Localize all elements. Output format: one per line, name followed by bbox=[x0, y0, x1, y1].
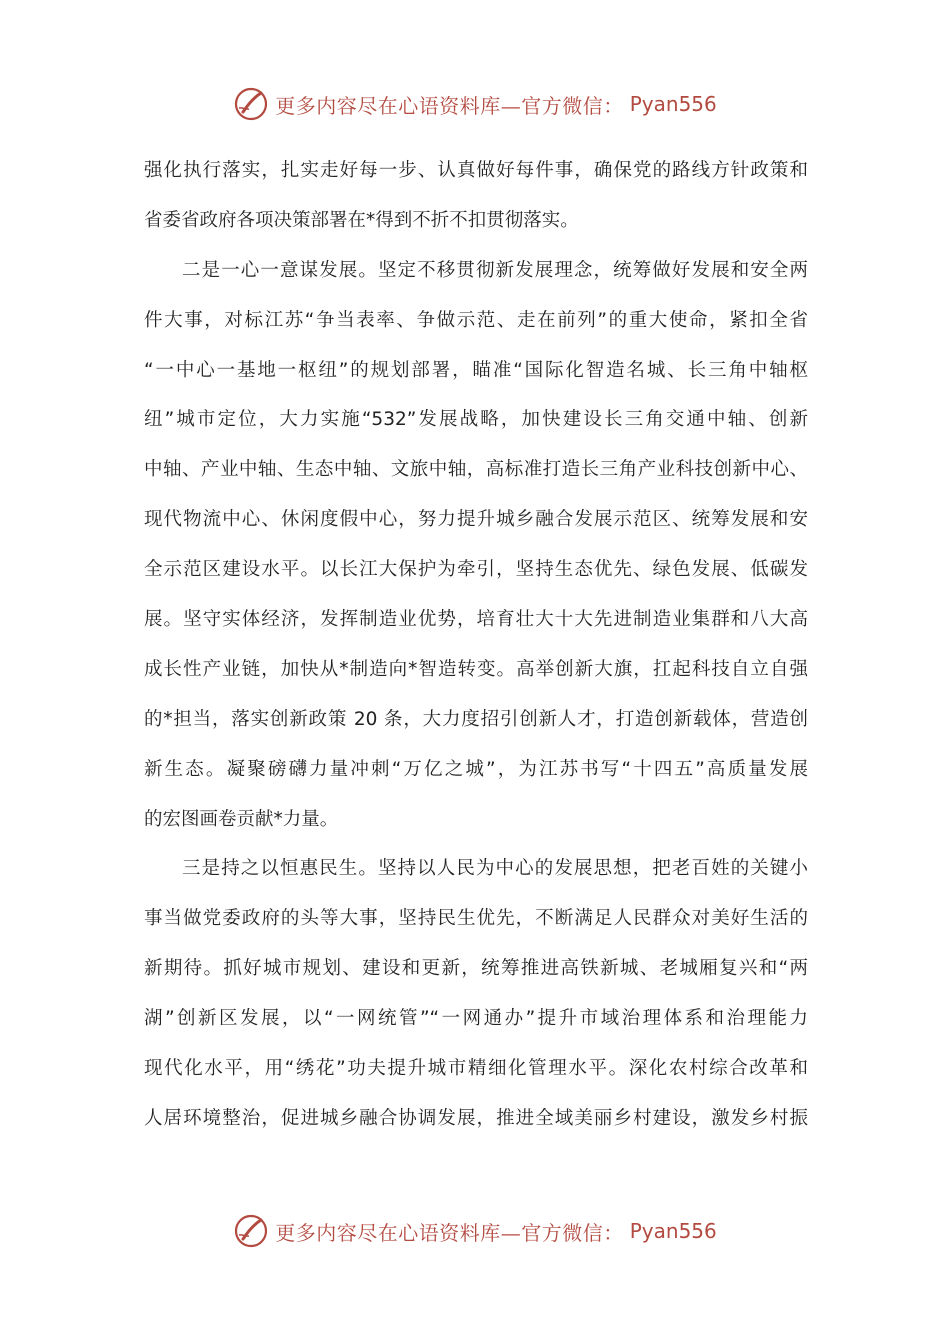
paragraph-line: 现代物流中心、休闲度假中心，努力提升城乡融合发展示范区、统筹发展和安 bbox=[144, 509, 808, 531]
pen-seal-icon bbox=[233, 86, 269, 122]
paragraph-line: 的*担当，落实创新政策 20 条，大力度招引创新人才，打造创新载体，营造创 bbox=[144, 708, 808, 730]
paragraph-line: 全示范区建设水平。以长江大保护为牵引，坚持生态优先、绿色发展、低碳发 bbox=[144, 559, 808, 581]
paragraph-line: 三是持之以恒惠民生。坚持以人民为中心的发展思想，把老百姓的关键小 bbox=[182, 858, 808, 880]
paragraph bbox=[144, 146, 808, 246]
paragraph-line: 件大事，对标江苏“争当表率、争做示范、走在前列”的重大使命，紧扣全省 bbox=[144, 309, 808, 331]
paragraph-line: 纽”城市定位，大力实施“532”发展战略，加快建设长三角交通中轴、创新 bbox=[144, 409, 808, 431]
paragraph bbox=[144, 844, 808, 1143]
watermark-footer bbox=[0, 1211, 950, 1251]
paragraph-line: “一中心一基地一枢纽”的规划部署，瞄准“国际化智造名城、长三角中轴枢 bbox=[144, 359, 808, 381]
document-body bbox=[144, 146, 808, 1144]
paragraph-line: 中轴、产业中轴、生态中轴、文旅中轴，高标准打造长三角产业科技创新中心、 bbox=[144, 459, 808, 481]
watermark-header bbox=[0, 84, 950, 124]
paragraph-line: 新生态。凝聚磅礴力量冲刺“万亿之城”，为江苏书写“十四五”高质量发展 bbox=[144, 758, 808, 780]
paragraph-line: 省委省政府各项决策部署在*得到不折不扣贯彻落实。 bbox=[144, 209, 579, 231]
paragraph-line: 强化执行落实，扎实走好每一步、认真做好每件事，确保党的路线方针政策和 bbox=[144, 160, 808, 181]
watermark-text: 更多内容尽在心语资料库—官方微信： bbox=[275, 93, 624, 118]
watermark-text: 更多内容尽在心语资料库—官方微信： bbox=[275, 1220, 624, 1245]
paragraph-line: 现代化水平，用“绣花”功夫提升城市精细化管理水平。深化农村综合改革和 bbox=[144, 1058, 808, 1080]
pen-seal-icon bbox=[233, 1213, 269, 1249]
paragraph-line: 湖”创新区发展，以“一网统管”“一网通办”提升市域治理体系和治理能力 bbox=[144, 1008, 808, 1030]
watermark-handle: Pyan556 bbox=[629, 1219, 717, 1243]
paragraph-line: 二是一心一意谋发展。坚定不移贯彻新发展理念，统筹做好发展和安全两 bbox=[182, 259, 808, 281]
paragraph-line: 事当做党委政府的头等大事，坚持民生优先，不断满足人民群众对美好生活的 bbox=[144, 908, 808, 930]
paragraph-line: 新期待。抓好城市规划、建设和更新，统筹推进高铁新城、老城厢复兴和“两 bbox=[144, 958, 808, 980]
paragraph bbox=[144, 246, 808, 845]
watermark-handle: Pyan556 bbox=[629, 92, 717, 116]
paragraph-line: 成长性产业链，加快从*制造向*智造转变。高举创新大旗，扛起科技自立自强 bbox=[144, 658, 808, 680]
paragraph-line: 人居环境整治，促进城乡融合协调发展，推进全域美丽乡村建设，激发乡村振 bbox=[144, 1107, 808, 1129]
paragraph-line: 展。坚守实体经济，发挥制造业优势，培育壮大十大先进制造业集群和八大高 bbox=[144, 609, 808, 631]
paragraph-line: 的宏图画卷贡献*力量。 bbox=[144, 808, 339, 830]
